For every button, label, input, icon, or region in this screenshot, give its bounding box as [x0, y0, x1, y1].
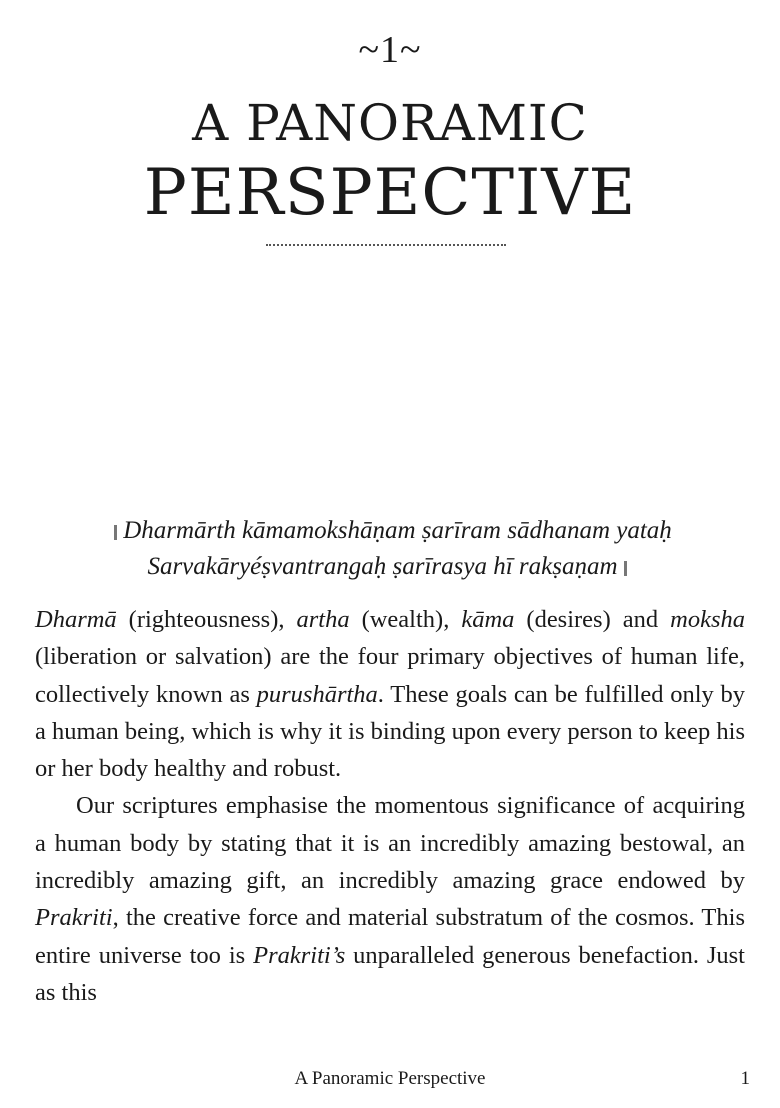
paragraph-1-text: (desires) and: [514, 606, 671, 633]
paragraph-1-text: (righteousness),: [116, 606, 297, 633]
paragraph-1: [35, 601, 745, 787]
term-prakritis: Prakriti’s: [253, 941, 346, 969]
paragraph-1-text: (liberation or salvation) are the four primary objectives of human life, collectively known as: [35, 643, 745, 708]
term-dharma: Dharmā: [35, 606, 117, 633]
paragraph-2-text: Our scriptures emphasise the momentous significance of acquiring a human body by stating that it is an incredibly amazing bestowal, an incredibly amazing gift, an incredibly amazing grace endowed by: [35, 792, 745, 895]
dotted-title-divider: [266, 244, 506, 246]
chapter-title-line-2: PERSPECTIVE: [143, 156, 637, 230]
running-footer-title: A Panoramic Perspective: [294, 1068, 486, 1089]
verse-line-2-container: [0, 553, 780, 581]
paragraph-2: [35, 787, 745, 1011]
verse-line-1-container: [0, 517, 780, 545]
chapter-number: ~1~: [358, 29, 422, 71]
term-purushartha: purushārtha: [256, 680, 378, 708]
term-kama: kāma: [461, 606, 515, 633]
body-text: [35, 601, 745, 1011]
verse-line-1: Dharmārth kāmamokshāṇam ṣarīram sādhanam yataḥ: [123, 517, 672, 544]
page-number: 1: [740, 1068, 750, 1089]
chapter-title-line-1: A PANORAMIC: [192, 94, 588, 152]
verse-line-2: Sarvakāryéṣvantrangaḥ ṣarīrasya hī rakṣaṇam: [147, 553, 618, 580]
paragraph-2-text: unparalleled generous benefaction. Just as this: [35, 941, 745, 1006]
verse-danda-mark: [114, 525, 117, 540]
term-artha: artha: [296, 606, 350, 633]
paragraph-1-text: (wealth),: [349, 606, 462, 633]
term-moksha: moksha: [670, 606, 745, 633]
paragraph-2-text: , the creative force and material substratum of the cosmos. This entire universe too is: [35, 904, 745, 969]
paragraph-1-text: . These goals can be fulfilled only by a human being, which is why it is binding upon every person to keep his or her body healthy and robust.: [35, 680, 745, 783]
verse-danda-mark: [624, 561, 627, 576]
term-prakriti: Prakriti: [35, 904, 113, 932]
